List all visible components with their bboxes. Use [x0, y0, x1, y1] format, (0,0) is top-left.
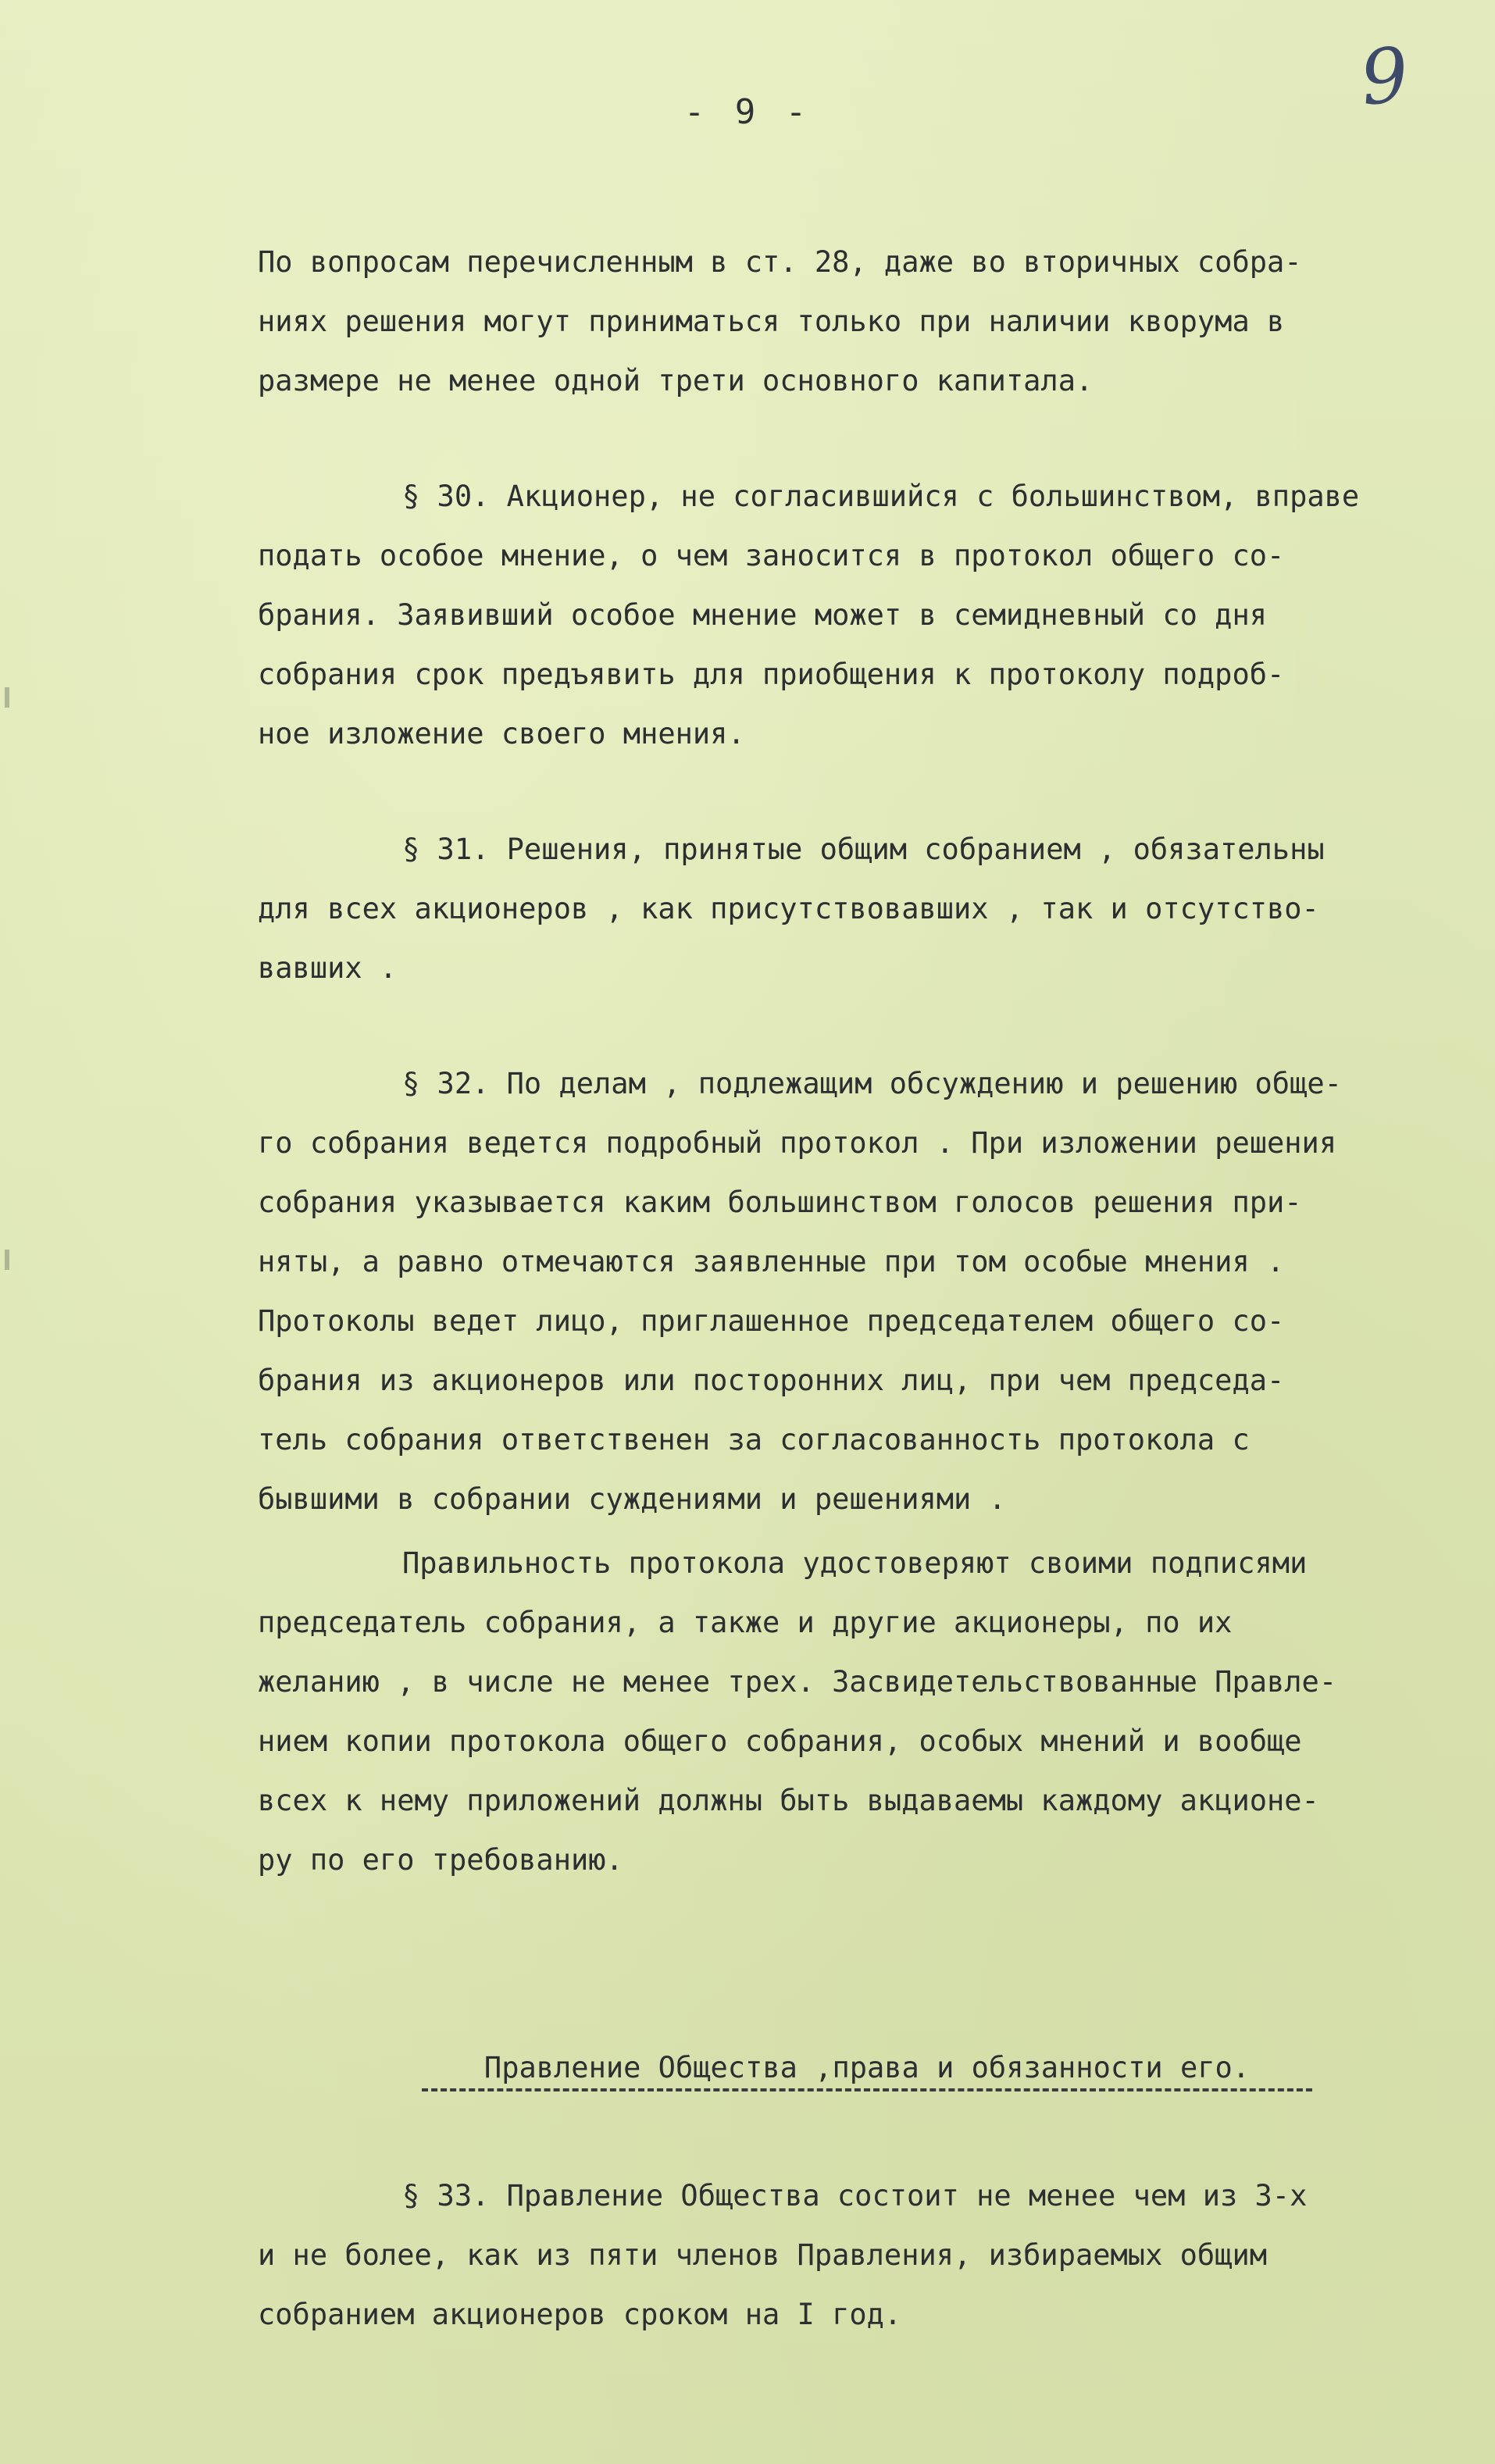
text-line: вавших . — [258, 951, 398, 985]
text-line: го собрания ведется подробный протокол . При изложении решения — [258, 1126, 1337, 1160]
text-line: всех к нему приложений должны быть выдаваемы каждому акционе- — [258, 1784, 1319, 1817]
page-number: - 9 - — [683, 92, 812, 132]
text-line: желанию , в числе не менее трех. Засвидетельствованные Правле- — [258, 1665, 1337, 1699]
text-line: председатель собрания, а также и другие акционеры, по их — [258, 1606, 1233, 1639]
text-line: Правильность протокола удостоверяют своими подписями — [402, 1546, 1308, 1580]
text-line: ру по его требованию. — [258, 1843, 623, 1877]
text-line: § 30. Акционер, не согласившийся с большинством, вправе — [402, 480, 1360, 513]
text-line: Протоколы ведет лицо, приглашенное председателем общего со- — [258, 1304, 1285, 1338]
text-line: для всех акционеров , как присутствовавших , так и отсутство- — [258, 892, 1319, 925]
margin-mark — [5, 1250, 9, 1270]
text-line: бывшими в собрании суждениями и решениями . — [258, 1482, 1006, 1516]
text-line: ное изложение своего мнения. — [258, 717, 745, 751]
text-line: подать особое мнение, о чем заносится в протокол общего со- — [258, 539, 1285, 572]
section-31 — [258, 820, 1476, 998]
margin-mark — [5, 687, 9, 708]
section-32 — [258, 1054, 1476, 1529]
section-heading: Правление Общества ,права и обязанности его. — [483, 2051, 1251, 2084]
document-body — [258, 233, 1476, 2345]
text-line: § 33. Правление Общества состоит не менее чем из 3-х — [402, 2179, 1308, 2213]
text-line: По вопросам перечисленным в ст. 28, даже во вторичных собра- — [258, 245, 1302, 279]
section-32-protocol — [258, 1534, 1476, 1890]
text-line: § 31. Решения, принятые общим собранием , обязательны — [402, 833, 1325, 866]
text-line: собрания указывается каким большинством голосов решения при- — [258, 1186, 1302, 1219]
text-line: собранием акционеров сроком на I год. — [258, 2298, 902, 2331]
text-line: и не более, как из пяти членов Правления, избираемых общим — [258, 2238, 1268, 2272]
text-line: размере не менее одной трети основного капитала. — [258, 364, 1094, 398]
section-30 — [258, 467, 1476, 764]
text-line: брания. Заявивший особое мнение может в семидневный со дня — [258, 598, 1268, 632]
section-33 — [258, 2166, 1476, 2345]
handwritten-folio-number: 9 — [1356, 30, 1413, 123]
text-line: собрания срок предъявить для приобщения к протоколу подроб- — [258, 658, 1285, 691]
paragraph-quorum — [258, 233, 1476, 411]
text-line: § 32. По делам , подлежащим обсуждению и решению обще- — [402, 1067, 1342, 1100]
text-line: ниях решения могут приниматься только при наличии кворума в — [258, 305, 1285, 338]
text-line: тель собрания ответственен за согласованность протокола с — [258, 1423, 1250, 1457]
text-line: нием копии протокола общего собрания, особых мнений и вообще — [258, 1724, 1302, 1758]
text-line: брания из акционеров или посторонних лиц, при чем председа- — [258, 1364, 1285, 1397]
text-line: няты, а равно отмечаются заявленные при том особые мнения . — [258, 1245, 1285, 1278]
